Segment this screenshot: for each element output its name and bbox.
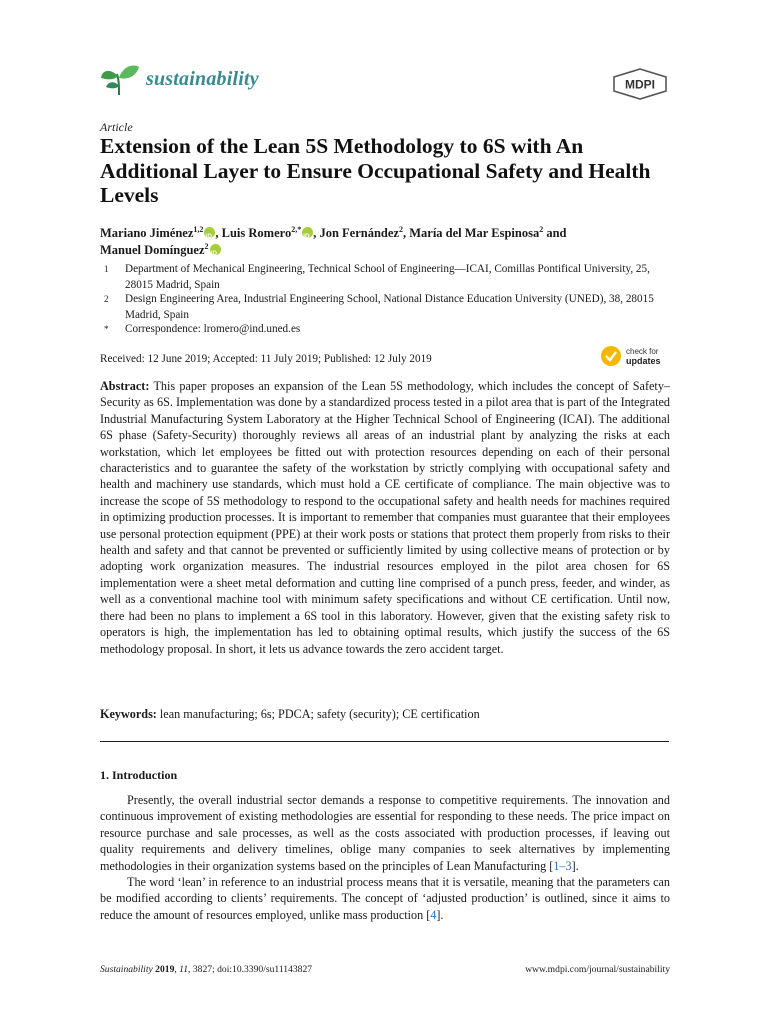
section-heading: 1. Introduction bbox=[100, 768, 178, 782]
paragraph-end: ]. bbox=[571, 858, 579, 873]
citation-footer: Sustainability 2019, 11, 3827; doi:10.3390/su11143827 bbox=[100, 964, 313, 975]
correspondence bbox=[100, 322, 675, 338]
orcid-icon[interactable] bbox=[302, 227, 313, 238]
abstract-label: Abstract: bbox=[100, 379, 150, 393]
paragraph-end: ]. bbox=[436, 907, 444, 922]
author-and: and bbox=[543, 226, 567, 240]
affiliation-text: Department of Mechanical Engineering, Technical School of Engineering—ICAI, Comillas Pontifical University, 25, 28015 Madrid, Spain bbox=[125, 263, 650, 291]
citation-link[interactable]: 4 bbox=[430, 907, 437, 922]
introduction-body bbox=[100, 792, 670, 923]
journal-url[interactable]: www.mdpi.com/journal/sustainability bbox=[525, 964, 670, 975]
journal-name: sustainability bbox=[146, 68, 259, 90]
paragraph-text: The word ‘lean’ in reference to an industrial process means that it is versatile, meaning that the parameters can be modified according to clients’ requirements. The concept of ‘adjusted production’ is outlined, since it aims to reduce the amount of resources employed, unlike mass production [ bbox=[100, 875, 670, 922]
author-separator: , bbox=[313, 226, 320, 240]
orcid-icon[interactable] bbox=[204, 227, 215, 238]
citation-link[interactable]: 1–3 bbox=[553, 858, 572, 873]
abstract-text: This paper proposes an expansion of the Lean 5S methodology, which includes the concept of Safety–Security as 6S. Implementation was done by a standardized process tested in a pilot area that is part of the Integrated Industrial Manufacturing System Laboratory at the Higher Technical School of Engineering (ICAI). The additional 6S phase (Safety-Security) thoroughly reviews all areas of an industrial plant by analyzing the risks at each workstation, which let employees be fitted out with protection resources depending on each of their personal characteristics and to guarantee the safety of the workstation by strictly complying with occupational safety and health and machinery use standards, which must hold a CE certificate of compliance. The main objective was to increase the scope of 5S methodology to respond to the occupational safety and health needs for machines required in optimizing production processes. It is important to remember that companies must guarantee that their employees use personal protection equipment (PPE) at their work posts or stations that protect them properly from risks to their health and safety and that cannot be prevented or sufficiently limited by using collective means of protection or by adopting work organization measures. The industrial resources employed in the pilot area chosen for 6S implementation were a sheet metal deformation and cutting line comprised of a punch press, feeder, and winder, as well as a conventional machine tool with minimum safety specifications and without CE certification. Until now, there had been no plans to implement a 6S tool in this laboratory. However, given that the existing safety risk to operators is high, the implementation has led to obtaining optimal results, which justify the success of the 6S methodology proposal. In short, it lets us advance towards the zero accident target. bbox=[100, 379, 671, 656]
check-updates-line1: check for bbox=[626, 347, 659, 356]
keywords-label: Keywords: bbox=[100, 707, 157, 721]
author-separator: , bbox=[402, 226, 410, 240]
article-type: Article bbox=[100, 120, 133, 134]
footer-doi: , 3827; doi:10.3390/su11143827 bbox=[188, 964, 313, 975]
abstract bbox=[100, 378, 670, 657]
keywords bbox=[100, 707, 670, 722]
mdpi-logo-text: MDPI bbox=[625, 77, 655, 92]
affiliation-text: Design Engineering Area, Industrial Engineering School, National Distance Education University (UNED), 38, 28015 Madrid, Spain bbox=[125, 293, 654, 321]
author-affiliation-mark: 2,* bbox=[291, 224, 302, 234]
footer-year: 2019 bbox=[155, 964, 175, 975]
author-affiliation-mark: 2 bbox=[539, 224, 544, 234]
check-for-updates-badge[interactable] bbox=[600, 343, 670, 369]
author-list bbox=[100, 225, 670, 259]
author-name: Manuel Domínguez bbox=[100, 243, 205, 257]
section-divider bbox=[100, 741, 669, 742]
author-name: Luis Romero bbox=[221, 226, 292, 240]
author-name: Jon Fernández bbox=[319, 226, 399, 240]
mdpi-logo-icon bbox=[612, 68, 668, 100]
journal-leaf-logo-icon bbox=[100, 62, 140, 96]
affiliation-mark: * bbox=[104, 324, 109, 334]
affiliation-mark: 2 bbox=[104, 294, 109, 304]
paragraph bbox=[100, 874, 670, 923]
author-separator: , bbox=[215, 226, 222, 240]
orcid-icon[interactable] bbox=[210, 244, 221, 255]
paragraph bbox=[100, 792, 670, 874]
publication-dates: Received: 12 June 2019; Accepted: 11 July 2019; Published: 12 July 2019 bbox=[100, 353, 432, 365]
footer-journal: Sustainability bbox=[100, 964, 153, 975]
author-name: Mariano Jiménez bbox=[100, 226, 194, 240]
paper-title: Extension of the Lean 5S Methodology to 6S with An Additional Layer to Ensure Occupational Safety and Health Levels bbox=[100, 134, 651, 207]
keywords-text: lean manufacturing; 6s; PDCA; safety (security); CE certification bbox=[159, 707, 480, 721]
author-name: María del Mar Espinosa bbox=[409, 226, 540, 240]
author-affiliation-mark: 2 bbox=[204, 241, 209, 251]
check-updates-line2: updates bbox=[626, 356, 661, 366]
author-affiliation-mark: 1,2 bbox=[193, 224, 204, 234]
footer-volume: 11 bbox=[179, 964, 189, 975]
affiliation-1 bbox=[100, 262, 675, 293]
check-updates-icon bbox=[601, 346, 621, 366]
paragraph-text: Presently, the overall industrial sector demands a response to competitive requirements. The innovation and continuous improvement of existing methodologies are essential for responding to these needs. The price impact on resource purchase and sale processes, as well as the costs associated with production processes, if leaving out quality requirements and delivery timelines, oblige many companies to seek alternatives by implementing methodologies in their organization systems based on the principles of Lean Manufacturing [ bbox=[100, 793, 670, 873]
author-affiliation-mark: 2 bbox=[398, 224, 403, 234]
affiliation-mark: 1 bbox=[104, 264, 109, 274]
correspondence-text: Correspondence: lromero@ind.uned.es bbox=[125, 323, 301, 335]
affiliation-2 bbox=[100, 292, 675, 323]
